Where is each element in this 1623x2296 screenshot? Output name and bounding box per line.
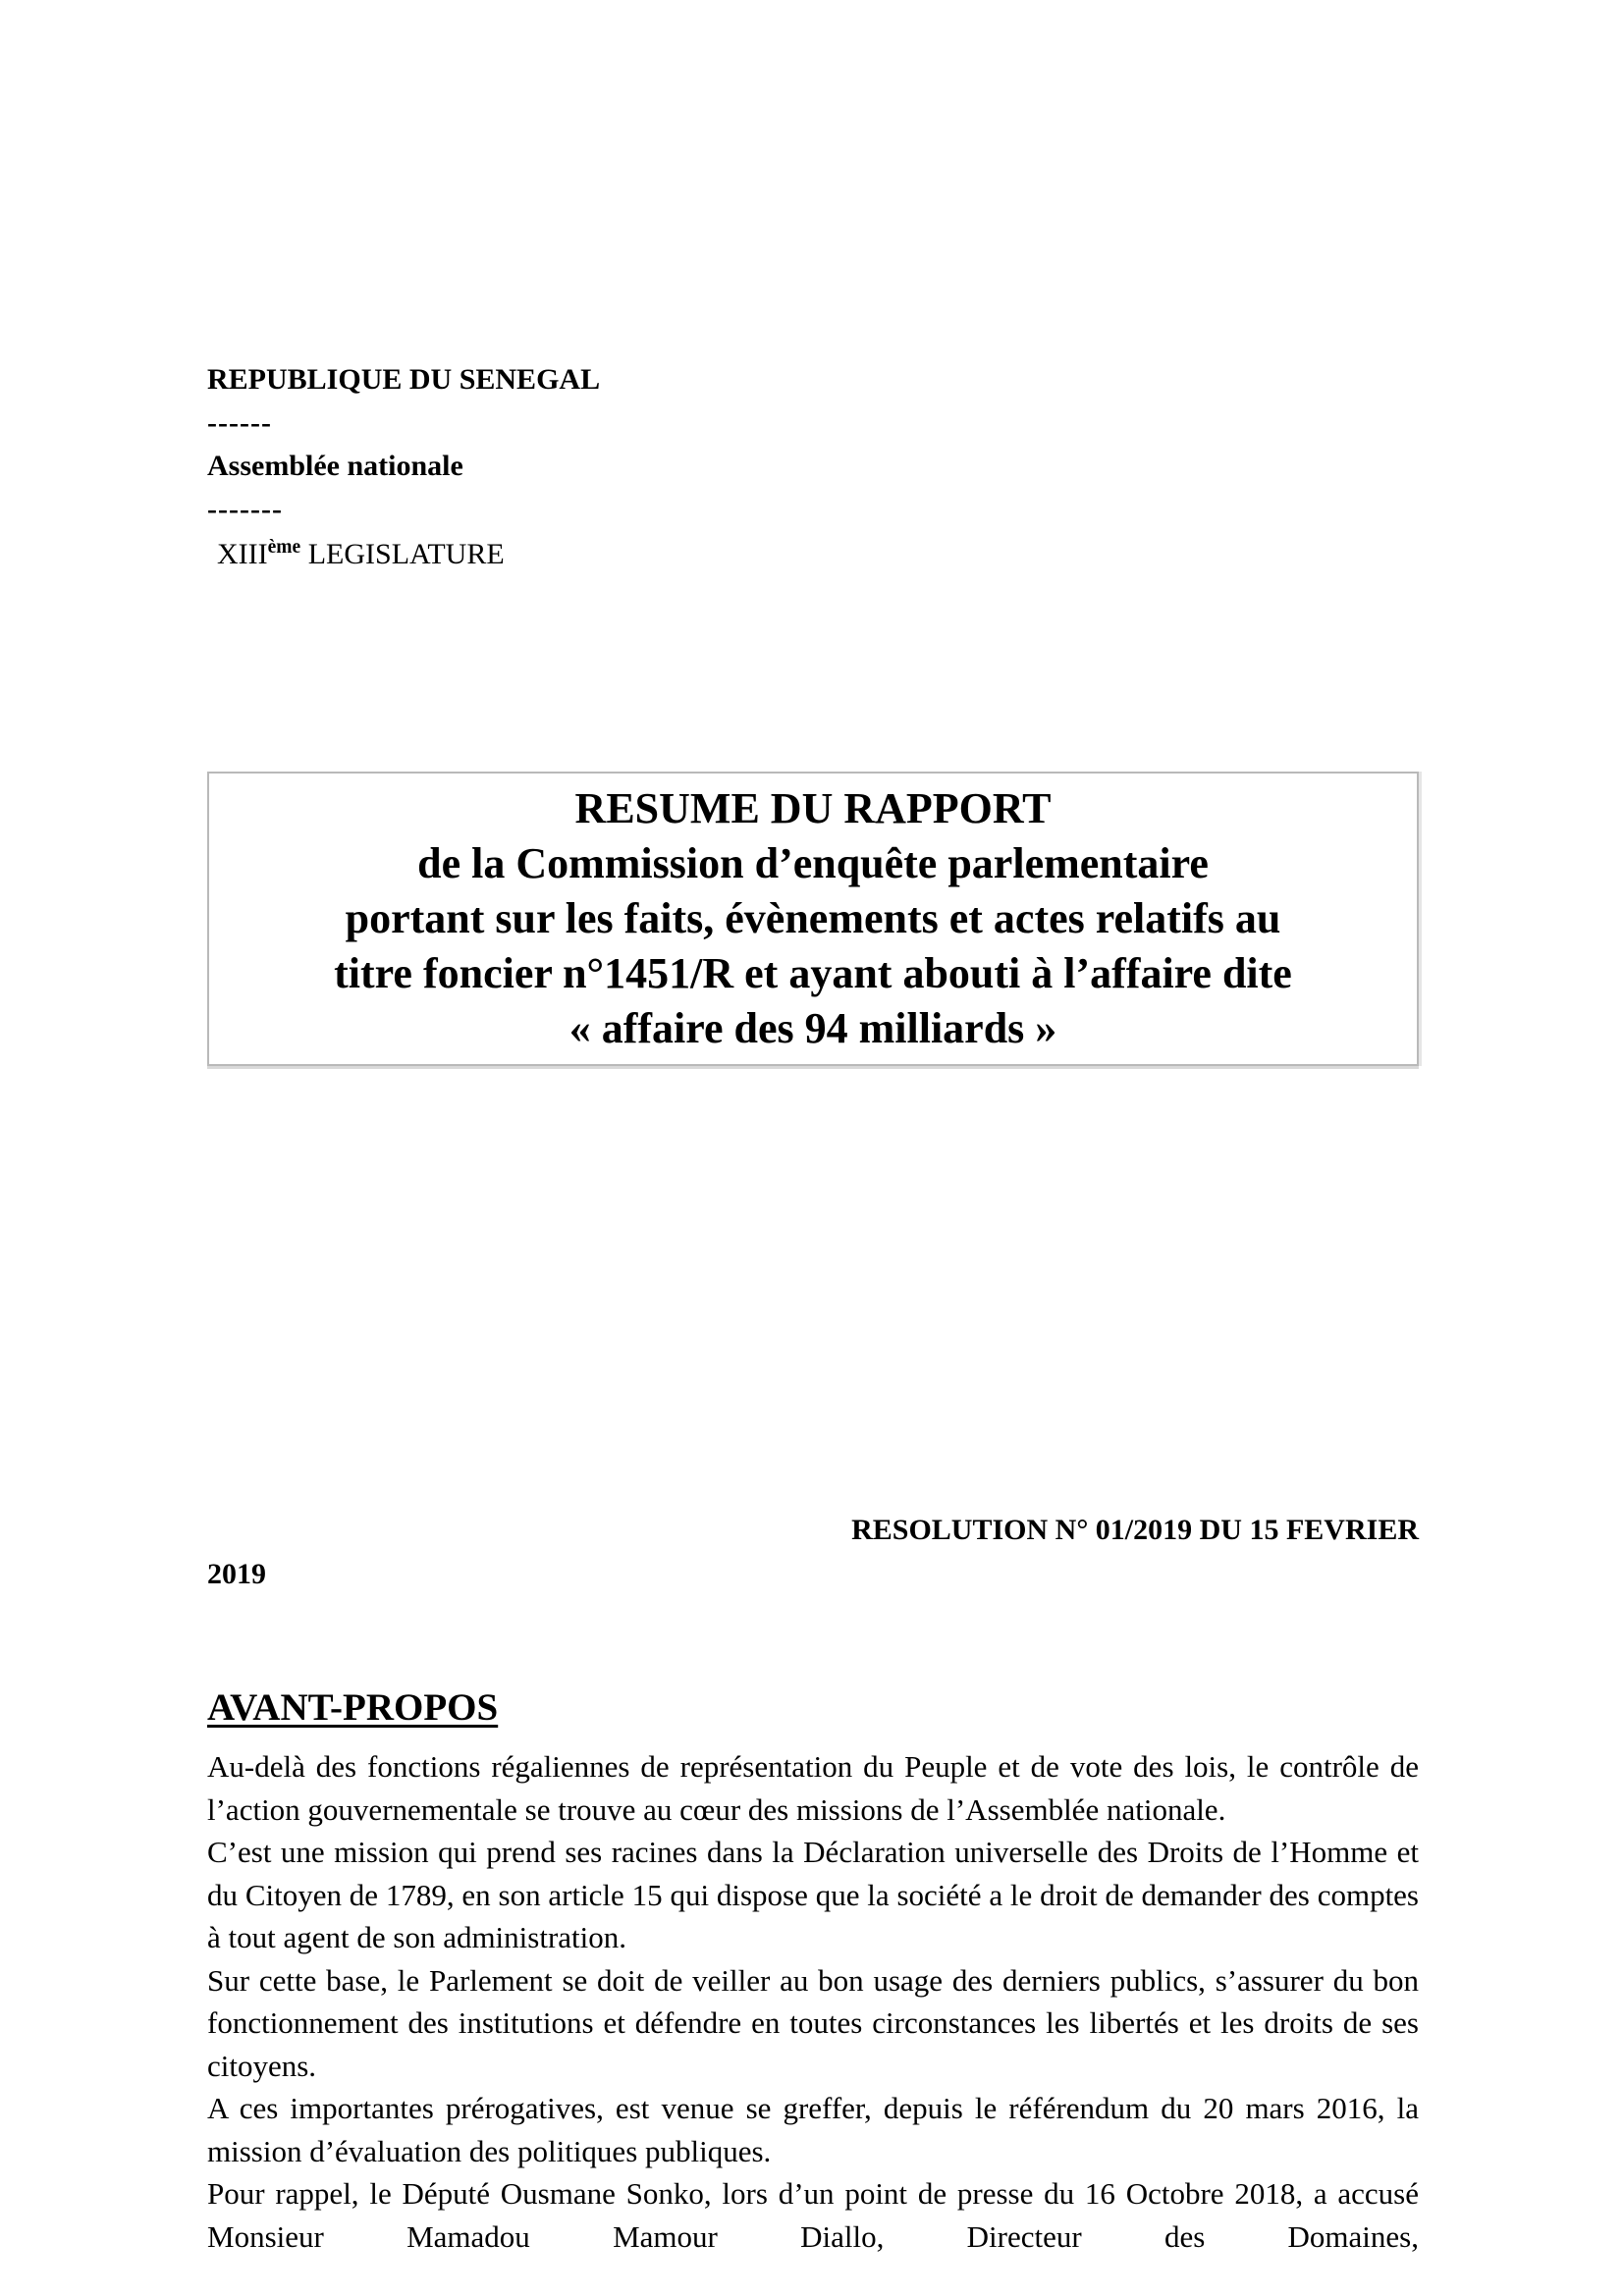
separator-dashes-2: ------- (207, 493, 283, 525)
report-title-line-4: titre foncier n°1451/R et ayant abouti à l’affaire dite (334, 949, 1292, 997)
body-text (207, 1745, 1419, 2258)
body-paragraph-4: A ces importantes prérogatives, est venue se greffer, depuis le référendum du 20 mars 2016, la mission d’évaluation des politiques publiques. (207, 2091, 1419, 2168)
report-title-box (207, 772, 1419, 1066)
legislature-roman: XIII (217, 538, 268, 570)
document-header (207, 358, 1419, 578)
body-paragraph-2: C’est une mission qui prend ses racines dans la Déclaration universelle des Droits de l’Homme et du Citoyen de 1789, en son article 15 qui dispose que la société a le droit de demander des comptes à tout agent de son administration. (207, 1835, 1419, 1954)
body-paragraph-1: Au-delà des fonctions régaliennes de représentation du Peuple et de vote des lois, le contrôle de l’action gouvernementale se trouve au cœur des missions de l’Assemblée nationale. (207, 1749, 1419, 1827)
page-content (207, 0, 1419, 2296)
report-title-line-2: de la Commission d’enquête parlementaire (417, 839, 1209, 887)
resolution-line-2: 2019 (207, 1558, 266, 1590)
body-paragraph-3: Sur cette base, le Parlement se doit de veiller au bon usage des derniers publics, s’assurer du bon fonctionnement des institutions et défendre en toutes circonstances les libertés et les droits de ses citoyens. (207, 1962, 1419, 2083)
republic-title: REPUBLIQUE DU SENEGAL (207, 363, 601, 396)
section-heading-avant-propos (207, 1682, 1419, 1734)
report-title-line-3: portant sur les faits, évènements et actes relatifs au (345, 894, 1281, 942)
assembly-name: Assemblée nationale (207, 450, 463, 482)
resolution-line-1: RESOLUTION N° 01/2019 DU 15 FEVRIER (851, 1514, 1419, 1546)
resolution-reference (207, 1508, 1419, 1596)
legislature-line (207, 531, 1419, 578)
report-title-line-1: RESUME DU RAPPORT (574, 784, 1052, 832)
legislature-label: LEGISLATURE (300, 538, 505, 570)
report-title-line-5: « affaire des 94 milliards » (568, 1004, 1057, 1052)
section-heading-text: AVANT-PROPOS (207, 1686, 499, 1729)
separator-dashes-1: ------ (207, 406, 272, 439)
body-paragraph-5: Pour rappel, le Député Ousmane Sonko, lors d’un point de presse du 16 Octobre 2018, a accusé Monsieur Mamadou Mamour Diallo, Directeur des Domaines, (207, 2176, 1419, 2254)
legislature-ordinal-superscript: ème (267, 537, 301, 558)
